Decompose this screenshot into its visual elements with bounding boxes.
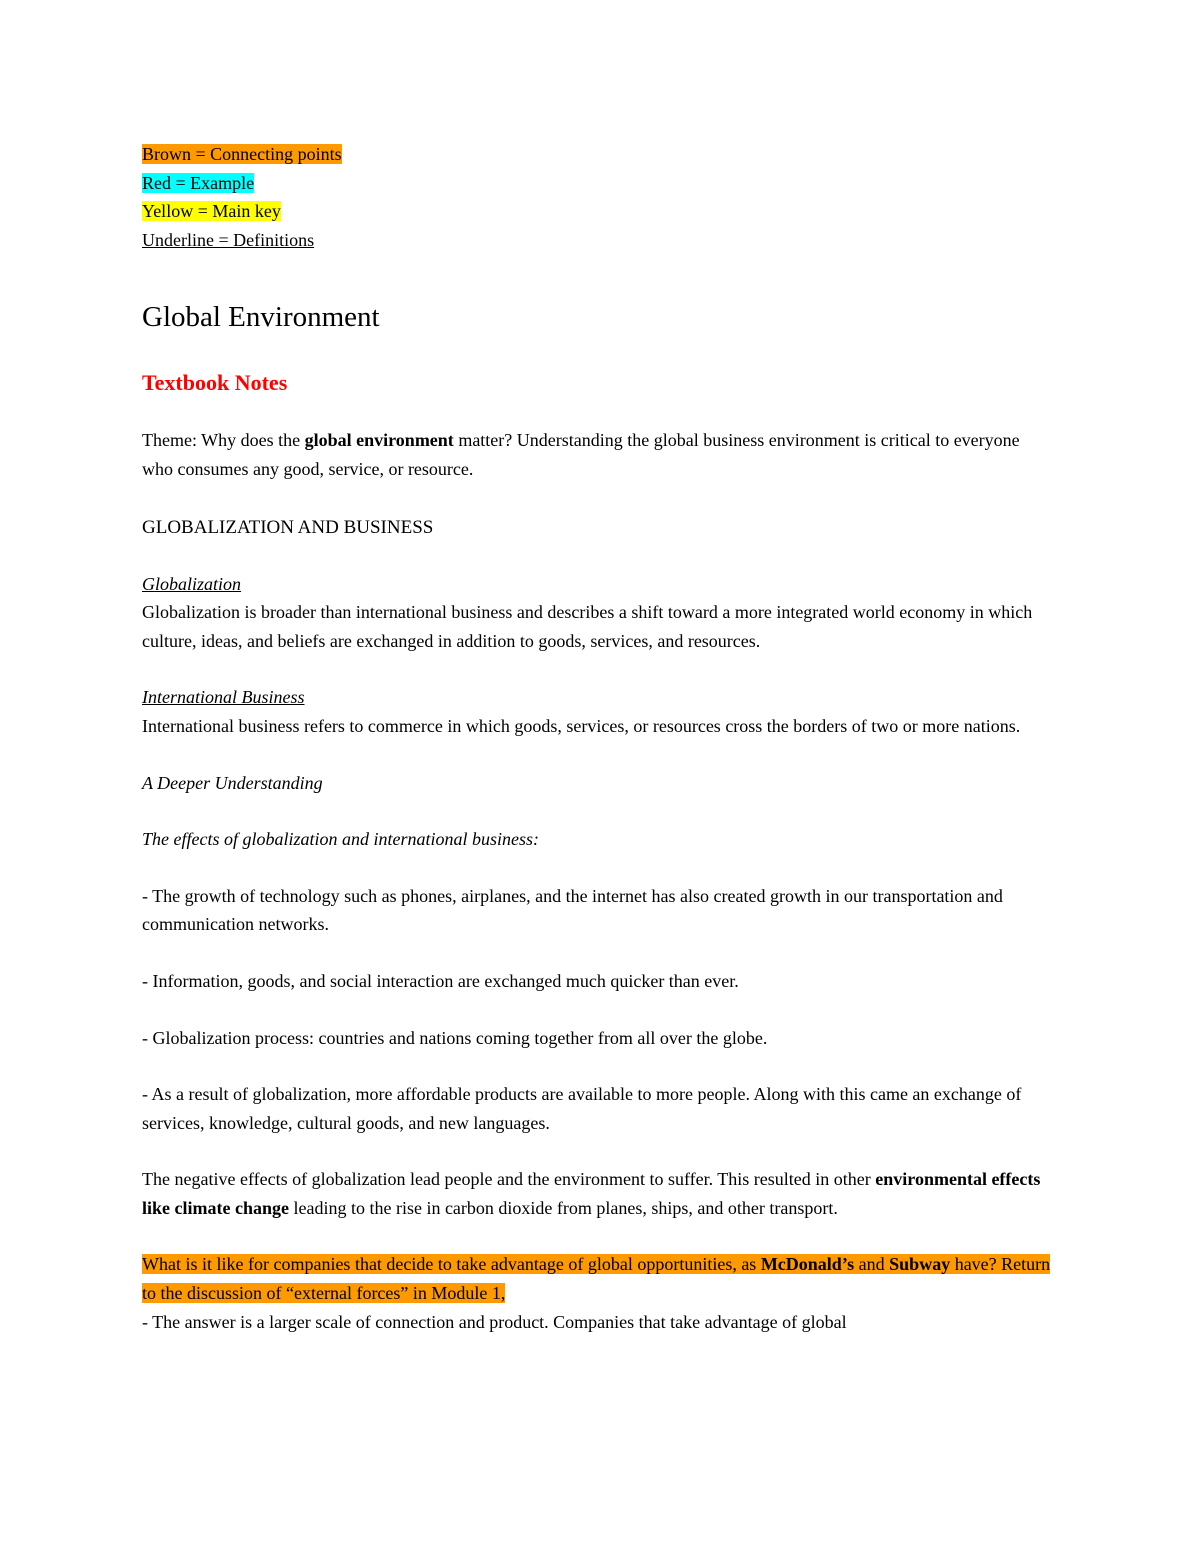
- answer-line: - The answer is a larger scale of connection and product. Companies that take advantage of global: [142, 1311, 847, 1332]
- deeper-understanding-heading: A Deeper Understanding: [142, 772, 323, 793]
- theme-prefix: Theme: Why does the: [142, 430, 305, 451]
- bullet-item: - As a result of globalization, more affordable products are available to more people. Along with this came an exchange of services, knowledge, cultural goods, and new languages.: [142, 1084, 1022, 1133]
- question-subway: Subway: [889, 1254, 951, 1275]
- legend-connecting-points: Brown = Connecting points: [142, 144, 342, 164]
- legend-main-key: Yellow = Main key: [142, 201, 281, 222]
- bullet-item: - The growth of technology such as phones, airplanes, and the internet has also created growth in our transportation and communication networks.: [142, 885, 1003, 935]
- question-part2: and: [854, 1254, 890, 1275]
- bullet-item: - Information, goods, and social interaction are exchanged much quicker than ever.: [142, 970, 739, 991]
- globalization-block: [142, 570, 1052, 656]
- document-title: Global Environment: [142, 301, 380, 334]
- section-heading: GLOBALIZATION AND BUSINESS: [142, 516, 434, 538]
- globalization-term: Globalization: [142, 573, 242, 594]
- question-mcdonalds: McDonald’s: [760, 1254, 855, 1275]
- color-legend: [142, 140, 1052, 254]
- bullet-item: - Globalization process: countries and nations coming together from all over the globe.: [142, 1027, 768, 1048]
- question-part1: What is it like for companies that decide to take advantage of global opportunities, as: [142, 1254, 761, 1275]
- effects-heading: The effects of globalization and international business:: [142, 829, 539, 850]
- legend-definitions: Underline = Definitions: [142, 229, 315, 250]
- negative-suffix: leading to the rise in carbon dioxide from planes, ships, and other transport.: [288, 1197, 838, 1218]
- negative-prefix: The negative effects of globalization lead people and the environment to suffer. This resulted in other: [142, 1169, 876, 1190]
- negative-bold-term: environmental effects like climate change: [142, 1169, 1041, 1218]
- international-business-block: [142, 683, 1052, 740]
- theme-bold-term: global environment: [304, 430, 454, 451]
- question-part3: have? Return to the discussion of “external forces” in Module 1,: [142, 1254, 1051, 1304]
- globalization-definition: Globalization is broader than international business and describes a shift toward a more integrated world economy in which culture, ideas, and beliefs are exchanged in addition to goods, services, and resources.: [142, 602, 1033, 651]
- negative-effects-paragraph: [142, 1165, 1052, 1222]
- theme-suffix: matter? Understanding the global business environment is critical to everyone who consumes any good, service, or resource.: [142, 430, 1020, 479]
- international-business-term: International Business: [142, 687, 305, 708]
- textbook-notes-heading: Textbook Notes: [142, 370, 288, 396]
- theme-paragraph: [142, 426, 1052, 483]
- legend-example: Red = Example: [142, 172, 255, 193]
- document-body: [142, 140, 1052, 1336]
- international-business-definition: International business refers to commerce in which goods, services, or resources cross the borders of two or more nations.: [142, 715, 1021, 736]
- connecting-question: [142, 1250, 1052, 1307]
